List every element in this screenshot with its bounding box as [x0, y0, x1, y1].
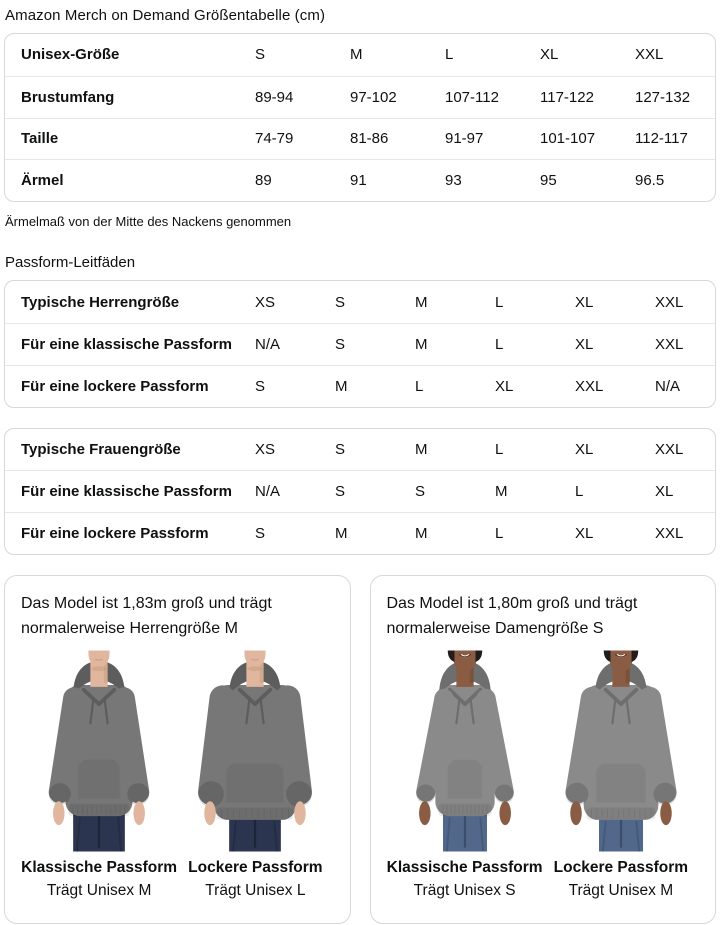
size-cell: 89 [255, 172, 272, 190]
row-label: Typische Frauengröße [21, 440, 181, 458]
size-cell: 107-112 [445, 88, 499, 106]
size-cell: XXL [655, 440, 684, 458]
table-row [5, 118, 715, 160]
size-cell: M [415, 525, 428, 543]
fit-guides-heading: Passform-Leitfäden [5, 254, 136, 272]
size-cell: XS [255, 293, 276, 311]
size-cell: 112-117 [635, 130, 688, 148]
row-label: Für eine klassische Passform [21, 335, 232, 353]
size-cell: XXL [635, 46, 664, 64]
model-photo [387, 648, 543, 854]
size-cell: S [255, 46, 266, 64]
model-photo [177, 648, 333, 854]
size-cell: S [335, 440, 346, 458]
row-label: Für eine lockere Passform [21, 525, 209, 543]
fit-label: Lockere Passform [188, 858, 323, 876]
size-cell: 93 [445, 172, 462, 190]
size-cell: XXL [655, 335, 684, 353]
size-cell: L [495, 525, 504, 543]
size-cell: 101-107 [540, 130, 596, 148]
size-cell: 89-94 [255, 88, 294, 106]
size-cell: XXL [655, 293, 684, 311]
size-cell: S [255, 377, 266, 395]
row-label: Taille [21, 130, 59, 148]
size-cell: XL [575, 293, 594, 311]
table-row [5, 512, 715, 554]
model-photo [21, 648, 177, 854]
model-figure-classic [21, 648, 177, 900]
size-cell: N/A [255, 483, 281, 501]
table-row [5, 365, 715, 407]
page-title: Amazon Merch on Demand Größentabelle (cm) [5, 7, 326, 24]
female-model-card [370, 575, 717, 924]
fit-label: Lockere Passform [553, 858, 689, 876]
size-cell: 96.5 [635, 172, 665, 190]
men-fit-table [4, 280, 716, 407]
table-row [5, 159, 715, 201]
size-label: Trägt Unisex M [46, 881, 152, 899]
unisex-size-table [4, 33, 716, 202]
row-label: Ärmel [21, 172, 64, 190]
size-cell: 127-132 [635, 88, 691, 106]
size-cell: 117-122 [540, 88, 594, 106]
size-cell: L [495, 293, 504, 311]
size-cell: S [415, 483, 426, 501]
table-row [5, 429, 715, 471]
sleeve-measure-note: Ärmelmaß von der Mitte des Nackens genommen [5, 214, 292, 230]
size-cell: XL [575, 440, 594, 458]
model-card-heading: Das Model ist 1,80m groß und trägt normalerweise Damengröße S [386, 594, 638, 637]
size-cell: XXL [655, 525, 684, 543]
size-cell: 74-79 [255, 130, 294, 148]
fit-label: Klassische Passform [21, 858, 178, 876]
size-cell: XL [575, 335, 594, 353]
table-row [5, 76, 715, 118]
size-label: Trägt Unisex M [568, 881, 674, 899]
size-label: Trägt Unisex L [205, 881, 306, 899]
model-figure-classic [387, 648, 543, 900]
women-fit-table [4, 428, 716, 555]
size-cell: S [255, 525, 266, 543]
row-label: Brustumfang [21, 88, 115, 106]
size-cell: 97-102 [350, 88, 397, 106]
size-cell: XL [655, 483, 674, 501]
table-row [5, 281, 715, 323]
size-cell: N/A [255, 335, 281, 353]
size-cell: S [335, 293, 346, 311]
table-row [5, 470, 715, 512]
fit-label: Klassische Passform [386, 858, 543, 876]
size-cell: 81-86 [350, 130, 389, 148]
row-label: Für eine klassische Passform [21, 483, 232, 501]
model-figures [21, 648, 334, 900]
size-cell: M [350, 46, 363, 64]
size-cell: S [335, 335, 346, 353]
size-cell: 91-97 [445, 130, 484, 148]
size-cell: XXL [575, 377, 604, 395]
row-label: Für eine lockere Passform [21, 377, 209, 395]
table-row [5, 323, 715, 365]
size-cell: XL [575, 525, 594, 543]
table-row [5, 34, 715, 76]
size-cell: 91 [350, 172, 367, 190]
model-figure-loose [543, 648, 699, 900]
size-cell: 95 [540, 172, 557, 190]
size-cell: L [575, 483, 584, 501]
size-label: Trägt Unisex S [413, 881, 516, 899]
model-photo [543, 648, 699, 854]
model-figures [387, 648, 700, 900]
size-cell: S [335, 483, 346, 501]
size-cell: N/A [655, 377, 681, 395]
size-cell: XL [540, 46, 559, 64]
size-cell: L [495, 440, 504, 458]
size-cell: M [415, 293, 428, 311]
size-cell: M [495, 483, 508, 501]
model-card-heading: Das Model ist 1,83m groß und trägt normalerweise Herrengröße M [21, 594, 272, 637]
size-cell: L [445, 46, 454, 64]
row-label: Typische Herrengröße [21, 293, 180, 311]
size-cell: XL [495, 377, 514, 395]
size-cell: M [335, 377, 348, 395]
male-model-card [4, 575, 351, 924]
size-cell: M [335, 525, 348, 543]
model-cards-row [4, 575, 716, 924]
size-cell: L [495, 335, 504, 353]
size-cell: M [415, 335, 428, 353]
size-cell: M [415, 440, 428, 458]
size-cell: XS [255, 440, 276, 458]
size-cell: L [415, 377, 424, 395]
row-label: Unisex-Größe [21, 46, 120, 64]
model-figure-loose [177, 648, 333, 900]
